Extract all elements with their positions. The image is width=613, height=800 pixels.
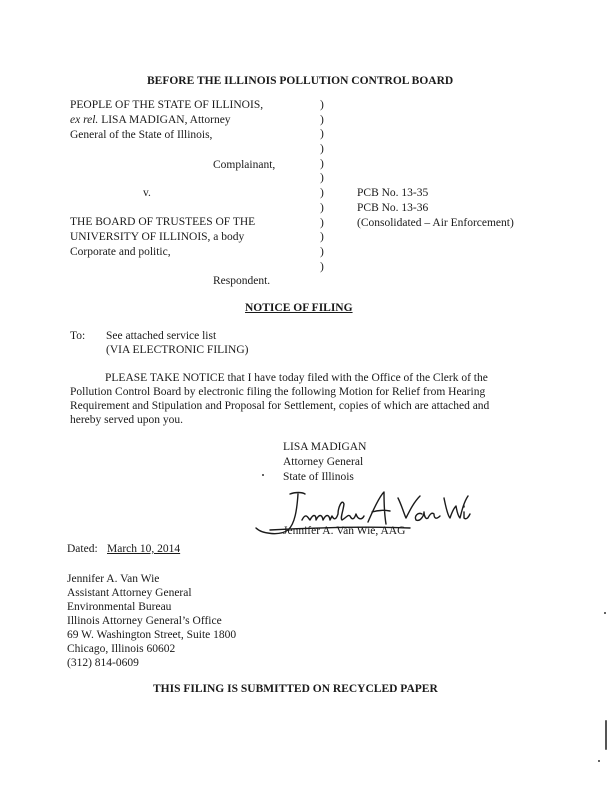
- signer-line-2: Attorney General: [283, 456, 364, 468]
- paren: ): [320, 157, 324, 170]
- signer-line-1: LISA MADIGAN: [283, 441, 367, 453]
- scan-artifact: [262, 474, 264, 476]
- footer-notice: THIS FILING IS SUBMITTED ON RECYCLED PAPER: [153, 683, 438, 695]
- scan-artifact: [598, 760, 600, 762]
- body-line-3: Requirement and Stipulation and Proposal for Settlement, copies of which are attached and: [70, 400, 490, 412]
- to-line-1: See attached service list: [106, 330, 217, 342]
- paren: ): [320, 172, 324, 185]
- signature-name: Jennifer A. Van Wie, AAG: [283, 525, 406, 537]
- contact-line-7: (312) 814-0609: [67, 657, 139, 669]
- respondent-role: Respondent.: [213, 275, 271, 287]
- complainant-role: Complainant,: [213, 159, 276, 171]
- respondent-line-1: THE BOARD OF TRUSTEES OF THE: [70, 216, 256, 228]
- caption-parentheses: [320, 98, 332, 274]
- ex-rel-italic: ex rel.: [70, 114, 99, 126]
- contact-line-1: Jennifer A. Van Wie: [67, 573, 160, 585]
- respondent-line-3: Corporate and politic,: [70, 246, 171, 258]
- dated-label: Dated:: [67, 543, 98, 555]
- paren: ): [320, 143, 324, 156]
- paren: ): [320, 128, 324, 141]
- paren: ): [320, 231, 324, 244]
- paren: ): [320, 216, 324, 229]
- scan-artifact: [604, 612, 606, 614]
- paren: ): [320, 260, 324, 273]
- complainant-line-2: [70, 113, 231, 127]
- contact-line-3: Environmental Bureau: [67, 601, 172, 613]
- paren: ): [320, 113, 324, 126]
- case-note: (Consolidated – Air Enforcement): [357, 217, 514, 229]
- body-line-4: hereby served upon you.: [70, 414, 184, 426]
- signer-line-3: State of Illinois: [283, 471, 354, 483]
- contact-line-5: 69 W. Washington Street, Suite 1800: [67, 629, 237, 641]
- scan-artifact: [605, 720, 607, 750]
- board-title: BEFORE THE ILLINOIS POLLUTION CONTROL BOARD: [147, 75, 454, 87]
- paren: ): [320, 245, 324, 258]
- case-number-2: PCB No. 13-36: [357, 202, 429, 214]
- contact-line-4: Illinois Attorney General’s Office: [67, 615, 222, 627]
- to-line-2: (VIA ELECTRONIC FILING): [106, 344, 249, 356]
- complainant-line-2-rest: LISA MADIGAN, Attorney: [98, 114, 231, 126]
- to-label: To:: [70, 330, 86, 342]
- respondent-line-2: UNIVERSITY OF ILLINOIS, a body: [70, 231, 245, 243]
- dated-value: March 10, 2014: [107, 543, 181, 555]
- body-line-1: PLEASE TAKE NOTICE that I have today filed with the Office of the Clerk of the: [105, 372, 488, 384]
- paren: ): [320, 187, 324, 200]
- contact-line-2: Assistant Attorney General: [67, 587, 192, 599]
- body-line-2: Pollution Control Board by electronic filing the following Motion for Relief from Hearing: [70, 386, 486, 398]
- versus-label: v.: [143, 187, 151, 199]
- complainant-line-3: General of the State of Illinois,: [70, 129, 213, 141]
- contact-line-6: Chicago, Illinois 60602: [67, 643, 176, 655]
- paren: ): [320, 201, 324, 214]
- notice-heading: NOTICE OF FILING: [245, 302, 353, 314]
- complainant-line-1: PEOPLE OF THE STATE OF ILLINOIS,: [70, 99, 264, 111]
- case-number-1: PCB No. 13-35: [357, 187, 429, 199]
- paren: ): [320, 99, 324, 111]
